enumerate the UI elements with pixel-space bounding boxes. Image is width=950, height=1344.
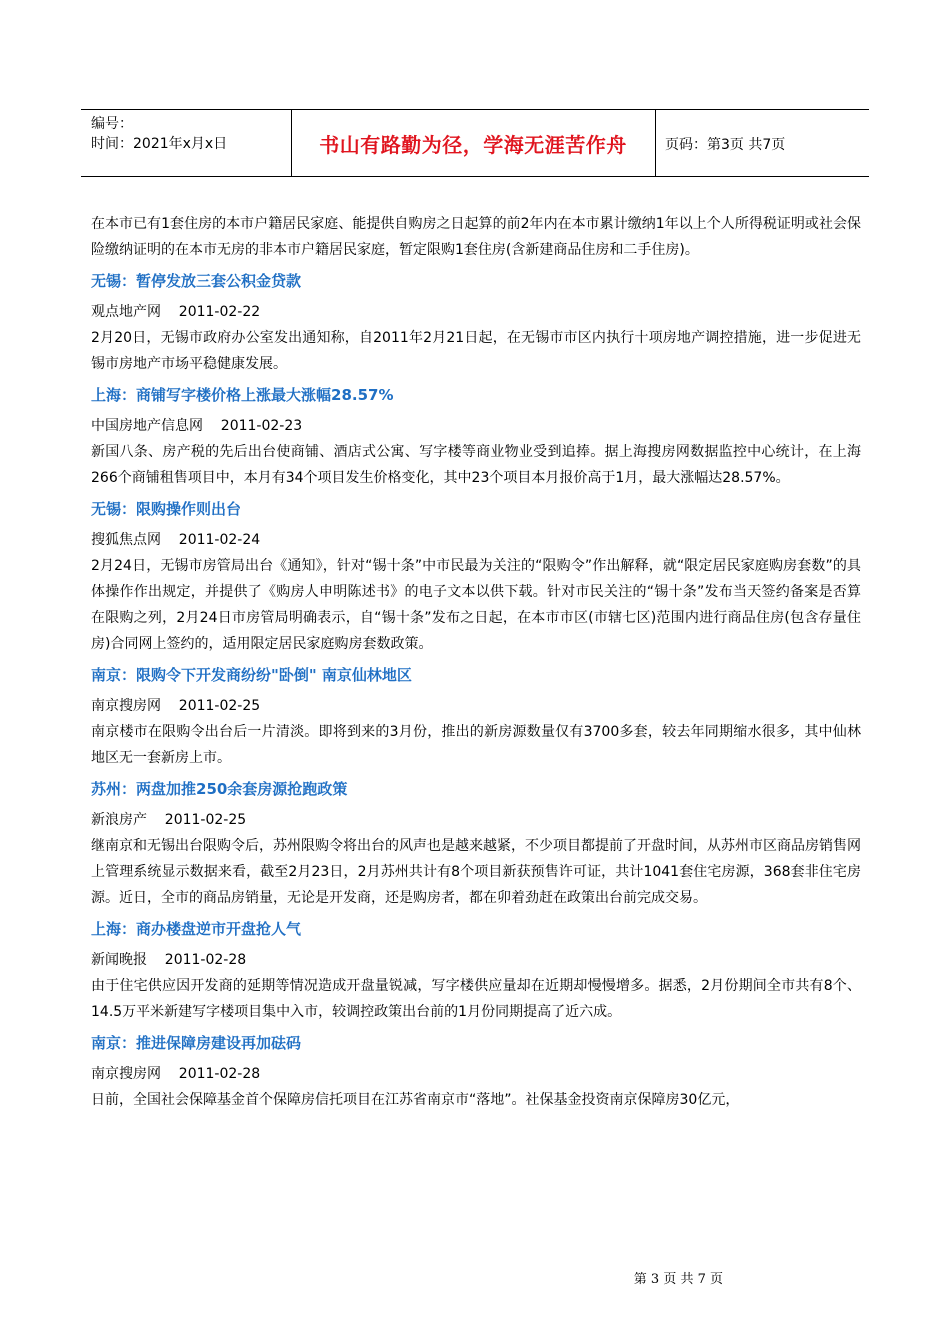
article-source: 南京搜房网 2011-02-25 (91, 698, 261, 714)
article (91, 1031, 861, 1113)
article-source: 新浪房产 2011-02-25 (91, 812, 247, 828)
time-label: 时间：2021年x月x日 (91, 136, 228, 152)
article (91, 269, 861, 377)
article-body: 南京楼市在限购令出台后一片清淡。即将到来的3月份，推出的新房源数量仅有3700多套，较去年同期缩水很多，其中仙林地区无一套新房上市。 (91, 724, 861, 766)
article (91, 383, 861, 491)
article (91, 777, 861, 911)
document-header (81, 109, 869, 177)
article-title: 无锡：暂停发放三套公积金贷款 (91, 272, 302, 290)
document-body (91, 211, 861, 1113)
article-title: 上海：商铺写字楼价格上涨最大涨幅28.57% (91, 386, 394, 404)
article-body: 2月24日，无锡市房管局出台《通知》，针对“锡十条”中市民最为关注的“限购令”作出解释，就“限定居民家庭购房套数”的具体操作作出规定，并提供了《购房人申明陈述书》的电子文本以供下载。针对市民关注的“锡十条”发布当天签约备案是否算在限购之列，2月24日市房管局明确表示，自“锡十条”发布之日起，在本市市区(市辖七区)范围内进行商品住房(包含存量住房)合同网上签约的，适用限定居民家庭购房套数政策。 (91, 558, 861, 652)
article-body: 新国八条、房产税的先后出台使商铺、酒店式公寓、写字楼等商业物业受到追捧。据上海搜房网数据监控中心统计，在上海266个商铺租售项目中，本月有34个项目发生价格变化，其中23个项目本月报价高于1月，最大涨幅达28.57%。 (91, 444, 861, 486)
number-label: 编号： (91, 116, 133, 132)
article-title: 南京：限购令下开发商纷纷"卧倒" 南京仙林地区 (91, 666, 412, 684)
article-title: 南京：推进保障房建设再加砝码 (91, 1034, 302, 1052)
header-motto: 书山有路勤为径，学海无涯苦作舟 (319, 132, 627, 157)
intro-paragraph: 在本市已有1套住房的本市户籍居民家庭、能提供自购房之日起算的前2年内在本市累计缴纳1年以上个人所得税证明或社会保险缴纳证明的在本市无房的非本市户籍居民家庭，暂定限购1套住房(含新建商品住房和二手住房)。 (91, 216, 861, 258)
article-title: 苏州：两盘加推250余套房源抢跑政策 (91, 780, 348, 798)
article-source: 南京搜房网 2011-02-28 (91, 1066, 261, 1082)
article-title: 上海：商办楼盘逆市开盘抢人气 (91, 920, 302, 938)
header-meta (91, 114, 227, 154)
article-body: 继南京和无锡出台限购令后，苏州限购令将出台的风声也是越来越紧，不少项目都提前了开盘时间，从苏州市区商品房销售网上管理系统显示数据来看，截至2月23日，2月苏州共计有8个项目新获预售许可证，共计1041套住宅房源，368套非住宅房源。近日，全市的商品房销量，无论是开发商，还是购房者，都在卯着劲赶在政策出台前完成交易。 (91, 838, 861, 906)
header-page-info: 页码：第3页 共7页 (665, 137, 786, 153)
article-source: 新闻晚报 2011-02-28 (91, 952, 247, 968)
article (91, 917, 861, 1025)
article (91, 497, 861, 657)
article (91, 663, 861, 771)
article-source: 搜狐焦点网 2011-02-24 (91, 532, 261, 548)
footer-page-number: 第 3 页 共 7 页 (633, 1272, 723, 1287)
header-divider-right (655, 110, 656, 176)
article-source: 观点地产网 2011-02-22 (91, 304, 261, 320)
article-body: 由于住宅供应因开发商的延期等情况造成开盘量锐减，写字楼供应量却在近期却慢慢增多。据悉，2月份期间全市共有8个、14.5万平米新建写字楼项目集中入市，较调控政策出台前的1月份同期提高了近六成。 (91, 978, 861, 1020)
article-body: 2月20日，无锡市政府办公室发出通知称，自2011年2月21日起，在无锡市市区内执行十项房地产调控措施，进一步促进无锡市房地产市场平稳健康发展。 (91, 330, 861, 372)
article-body: 日前，全国社会保障基金首个保障房信托项目在江苏省南京市“落地”。社保基金投资南京保障房30亿元， (91, 1092, 740, 1108)
article-title: 无锡：限购操作则出台 (91, 500, 242, 518)
article-source: 中国房地产信息网 2011-02-23 (91, 418, 303, 434)
